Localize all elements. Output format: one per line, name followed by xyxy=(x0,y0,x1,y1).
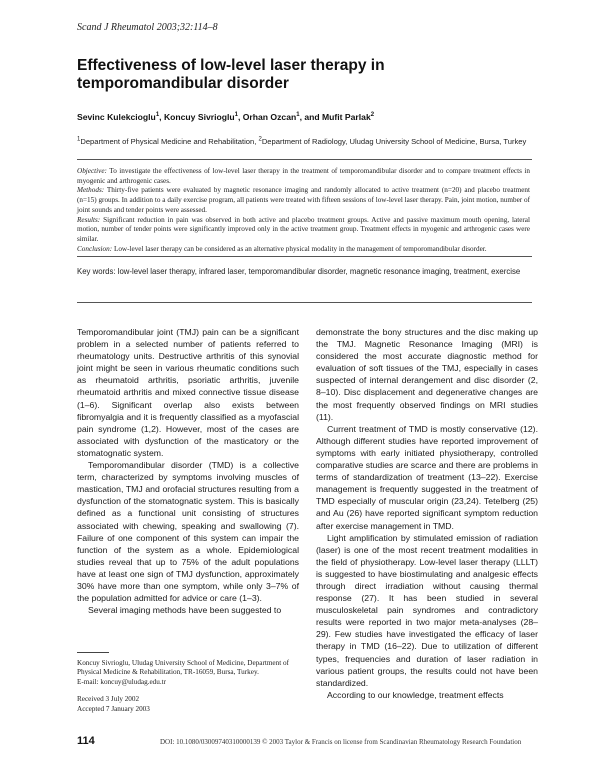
body-column-right xyxy=(316,326,538,701)
body-paragraph: Temporomandibular joint (TMJ) pain can be a significant problem in a selected number of patients referred to rheumatology units. Destructive arthritis of this synovial joint might be seen in various rheumatic conditions such as rheumatoid arthritis, psoriatic arthritis, juvenile rheumatoid arthritis and mixed connective tissue disease (1–6). Significant overlap also exists between fibromyalgia and it is frequently classified as a myofascial pain syndrome (1,2). However, most of the cases are associated with dysfunction of the masticatory or the stomatognatic system. xyxy=(77,327,299,458)
abstract-label: Results: xyxy=(77,215,101,224)
keywords: Key words: low-level laser therapy, infrared laser, temporomandibular disorder, magnetic resonance imaging, treatment, exercise xyxy=(77,267,521,276)
body-paragraph: Light amplification by stimulated emission of radiation (laser) is one of the most recent treatment modalities in the field of physiotherapy. Low-level laser therapy (LLLT) is suggested to have biostimulating and analgesic effects through direct irradiation without causing thermal response (27). It has been studied in several musculoskeletal pain syndromes and contradictory results were reported in two major meta-analyses (28–29). Few studies have investigated the efficacy of laser therapy in TMD (16–22). Due to utilization of different types, frequencies and duration of laser radiation in various patient groups, the results could not have been standardized. xyxy=(316,532,538,688)
body-paragraph: demonstrate the bony structures and the disc making up the TMJ. Magnetic Resonance Imaging (MRI) is considered the most accurate diagnostic method for evaluation of soft tissues of the TMJ, especially in cases suspected of internal derangement and disc disorder (2, 8–10). Disc displacement and degenerative changes are the most frequently observed findings on MRI studies (11). xyxy=(316,327,538,422)
body-paragraph: Temporomandibular disorder (TMD) is a collective term, characterized by symptoms involving muscles of mastication, TMJ and orofacial structures resulting from a dysfunction of the stomatognatic system. This is basically defined as a functional unit consisting of structures associated with chewing, speaking and swallowing (7). Failure of one component of this system can impair the function of the system as a whole. Epidemiological studies reveal that up to 75% of the adult populations have at least one sign of TMJ dysfunction, approximately 30% have more than one symptom, while only 3–7% of the population admitted for advice or care (1–3). xyxy=(77,460,299,604)
body-paragraph: Current treatment of TMD is mostly conservative (12). Although different studies have reported improvement of symptoms with early initiated physiotherapy, controlled comparative studies are scarce and there are problems in terms of standardization of treatment (13–22). Exercise management is frequently suggested in the treatment of TMD especially of muscular origin (23,24). Tetelberg (25) and Au (26) have reported significant symptom reduction after exercise management in TMD. xyxy=(316,423,538,531)
abstract xyxy=(77,167,530,254)
affiliation-text: Department of Radiology, Uludag University School of Medicine, Bursa, Turkey xyxy=(261,137,527,146)
abstract-text: Significant reduction in pain was observed in both active and placebo treatment groups. Active and passive maximum mouth opening, lateral motion, number of tender points were significantly improved only in the active treatment group. Treatment effects in myogenic and arthrogenic cases were similar. xyxy=(77,215,530,243)
divider xyxy=(77,302,532,303)
divider xyxy=(77,159,532,160)
body-paragraph: Several imaging methods have been suggested to xyxy=(88,605,282,616)
journal-citation: Scand J Rheumatol 2003;32:114–8 xyxy=(77,22,218,33)
affiliation-number: 1 xyxy=(77,136,81,143)
abstract-text: Low-level laser therapy can be considered as an alternative physical modality in the management of temporomandibular disorder. xyxy=(112,244,487,253)
abstract-text: To investigate the effectiveness of low-level laser therapy in the treatment of temporomandibular disorder and to compare treatment effects in myogenic and arthrogenic cases. xyxy=(77,167,530,185)
abstract-conclusion xyxy=(77,245,530,255)
abstract-label: Conclusion: xyxy=(77,244,113,253)
correspondence-address: Koncuy Sivrioglu, Uludag University School of Medicine, Department of Physical Medicine & Rehabilitation, TR-16059, Bursa, Turkey. xyxy=(77,659,289,677)
accepted-date: Accepted 7 January 2003 xyxy=(77,704,150,713)
article-title: Effectiveness of low-level laser therapy in temporomandibular disorder xyxy=(77,57,385,92)
abstract-label: Objective: xyxy=(77,167,107,175)
received-date: Received 3 July 2002 xyxy=(77,695,140,704)
abstract-results xyxy=(77,216,530,245)
author-affiliation-mark: 1 xyxy=(296,112,300,119)
correspondence-email: E-mail: koncuy@uludag.edu.tr xyxy=(77,677,167,686)
body-column-left xyxy=(77,326,299,616)
divider xyxy=(77,256,532,257)
abstract-methods xyxy=(77,186,530,215)
author-name: Koncuy Sivrioglu xyxy=(163,112,235,122)
author-name: Sevinc Kulekcioglu xyxy=(77,112,156,122)
abstract-text: Thirty-five patients were evaluated by magnetic resonance imaging and randomly allocated to active treatment (n=20) and placebo treatment (n=15) groups. In addition to a daily exercise program, all patients were treated with fifteen sessions of low-level laser therapy. Pain, joint motion, number of joint sounds and tender points were assessed. xyxy=(77,186,530,214)
author-list: Sevinc Kulekcioglu$^1$, Koncuy Sivrioglu$^1$, Orhan Ozcan$^1$, and Mufit Parlak$^2$ xyxy=(77,112,375,122)
affiliation-text: Department of Physical Medicine and Rehabilitation, xyxy=(80,137,259,146)
page-number: 114 xyxy=(77,735,95,747)
author-affiliation-mark: 1 xyxy=(234,112,238,119)
author-affiliation-mark: 2 xyxy=(370,112,375,119)
doi-copyright: DOI: 10.1080/03009740310000139 © 2003 Taylor & Francis on license from Scandinavian Rheumatology Research Foundation xyxy=(160,738,522,746)
author-name: Mufit Parlak xyxy=(322,112,371,122)
correspondence-footnote xyxy=(77,659,307,714)
abstract-label: Methods: xyxy=(77,186,105,195)
author-affiliation-mark: 1 xyxy=(155,112,160,119)
affiliations xyxy=(77,137,537,146)
body-paragraph: According to our knowledge, treatment effects xyxy=(327,689,504,700)
footnote-divider xyxy=(77,652,109,653)
abstract-objective xyxy=(77,167,530,186)
author-name: Orhan Ozcan xyxy=(242,112,297,122)
affiliation-number: 2 xyxy=(258,136,262,143)
